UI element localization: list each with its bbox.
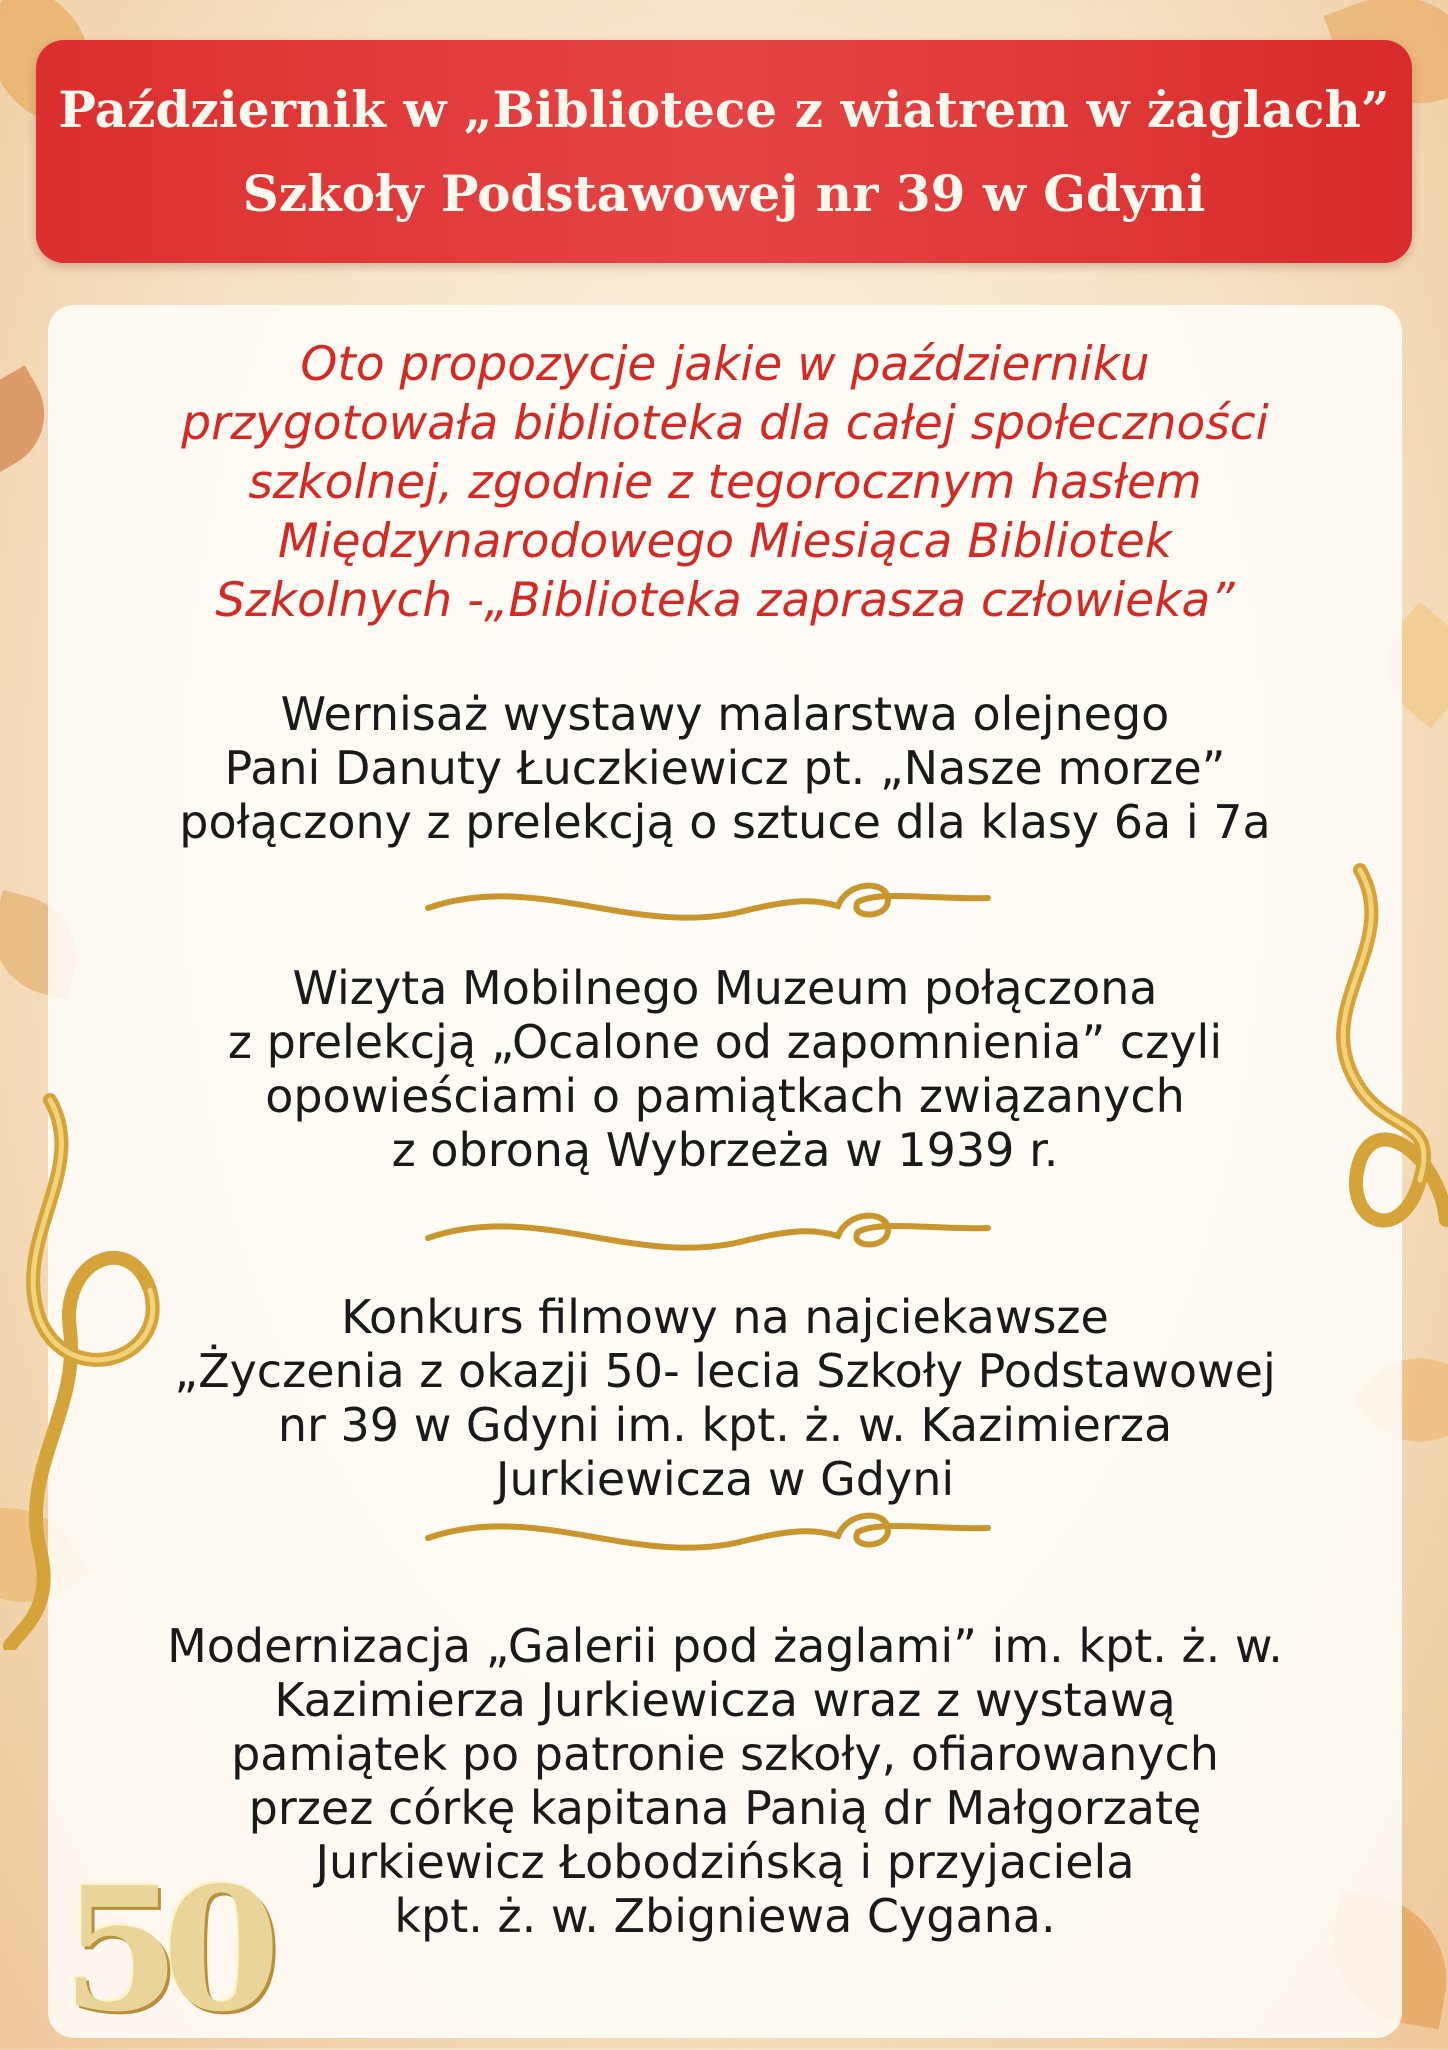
anniversary-50-balloon: 50 xyxy=(62,1850,263,2050)
event-line: Pani Danuty Łuczkiewicz pt. „Nasze morze” xyxy=(224,741,1226,795)
event-film-contest xyxy=(48,1290,1402,1506)
gold-ribbon-right xyxy=(1300,860,1448,1280)
event-line: połączony z prelekcją o sztuce dla klasy 6a i 7a xyxy=(179,795,1271,849)
intro-line: przygotowała biblioteka dla całej społeczności xyxy=(181,396,1269,451)
gold-swirl-divider xyxy=(418,1500,998,1570)
event-line: pamiątek po patronie szkoły, ofiarowanych xyxy=(231,1727,1219,1781)
gold-ribbon-left xyxy=(0,1090,180,1650)
title-banner xyxy=(36,40,1412,263)
event-line: nr 39 w Gdyni im. kpt. ż. w. Kazimierza xyxy=(277,1398,1173,1452)
event-line: Jurkiewicz Łobodzińską i przyjaciela xyxy=(315,1835,1135,1889)
event-line: Konkurs filmowy na najciekawsze xyxy=(341,1290,1109,1344)
event-line: opowieściami o pamiątkach związanych xyxy=(265,1069,1185,1123)
gold-swirl-divider xyxy=(418,870,998,940)
event-line: Jurkiewicza w Gdyni xyxy=(495,1452,955,1506)
event-line: Kazimierza Jurkiewicza wraz z wystawą xyxy=(274,1673,1176,1727)
intro-line: Szkolnych -„Biblioteka zaprasza człowieka” xyxy=(215,573,1235,628)
title-line-2: Szkoły Podstawowej nr 39 w Gdyni xyxy=(242,163,1206,223)
intro-text xyxy=(48,335,1402,630)
event-line: kpt. ż. w. Zbigniewa Cygana. xyxy=(394,1889,1056,1943)
intro-line: Międzynarodowego Miesiąca Bibliotek xyxy=(277,514,1172,569)
event-line: Modernizacja „Galerii pod żaglami” im. kpt. ż. w. xyxy=(167,1619,1283,1673)
intro-line: szkolnej, zgodnie z tegorocznym hasłem xyxy=(248,455,1202,510)
gold-swirl-divider xyxy=(418,1200,998,1270)
event-line: Wizyta Mobilnego Muzeum połączona xyxy=(292,961,1158,1015)
event-line: z obroną Wybrzeża w 1939 r. xyxy=(391,1123,1059,1177)
event-line: z prelekcją „Ocalone od zapomnienia” czyli xyxy=(227,1015,1223,1069)
content-card xyxy=(48,305,1402,2038)
event-line: przez córkę kapitana Panią dr Małgorzatę xyxy=(248,1781,1202,1835)
event-mobile-museum xyxy=(48,961,1402,1177)
event-vernissage xyxy=(48,687,1402,849)
event-line: „Życzenia z okazji 50- lecia Szkoły Podstawowej xyxy=(174,1344,1276,1398)
intro-line: Oto propozycje jakie w październiku xyxy=(300,337,1150,392)
title-line-1: Październik w „Bibliotece z wiatrem w żaglach” xyxy=(58,79,1390,139)
event-line: Wernisaż wystawy malarstwa olejnego xyxy=(280,687,1170,741)
